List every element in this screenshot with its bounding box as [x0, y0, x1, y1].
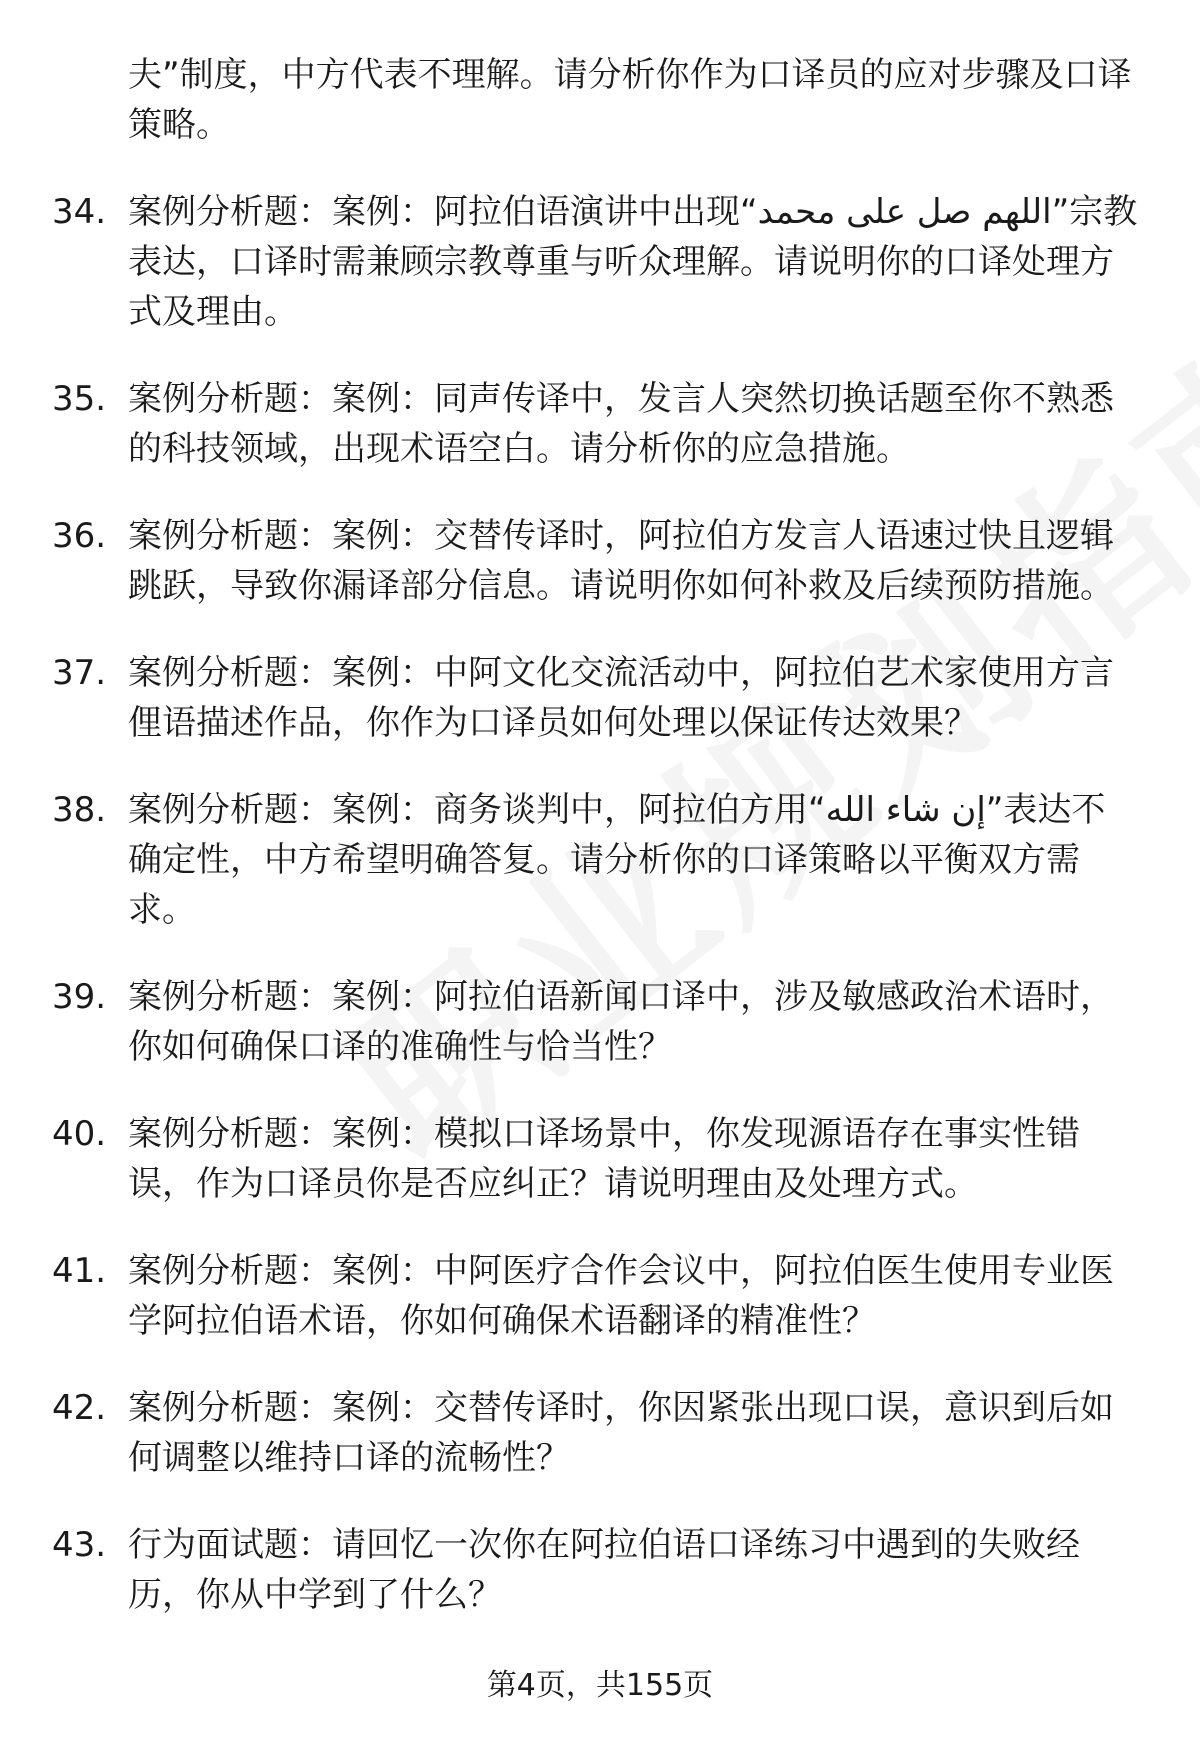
question-text: 案例分析题：案例：阿拉伯语演讲中出现“اللهم صل على محمد”宗教表达，口译时需兼顾宗教尊重与听众理解。请说明你的口译处理方式及理由。 [128, 192, 1138, 332]
question-item [0, 1520, 1200, 1620]
question-item [0, 972, 1200, 1072]
question-text: 案例分析题：案例：中阿医疗合作会议中，阿拉伯医生使用专业医学阿拉伯语术语，你如何确保术语翻译的精准性？ [128, 1251, 1114, 1341]
question-continuation [0, 50, 1200, 150]
question-item [0, 187, 1200, 337]
question-text: 案例分析题：案例：模拟口译场景中，你发现源语存在事实性错误，作为口译员你是否应纠正？请说明理由及处理方式。 [128, 1114, 1080, 1204]
question-number: 36. [52, 516, 107, 556]
question-item [0, 785, 1200, 935]
question-text: 案例分析题：案例：阿拉伯语新闻口译中，涉及敏感政治术语时，你如何确保口译的准确性与恰当性？ [128, 977, 1114, 1067]
question-number: 35. [52, 379, 107, 419]
question-number: 37. [52, 653, 107, 693]
question-number: 39. [52, 977, 107, 1017]
question-text: 案例分析题：案例：交替传译时，你因紧张出现口误，意识到后如何调整以维持口译的流畅性？ [128, 1388, 1114, 1478]
question-item [0, 1383, 1200, 1483]
page-footer: 第4页，共155页 [486, 1668, 714, 1703]
question-text: 案例分析题：案例：中阿文化交流活动中，阿拉伯艺术家使用方言俚语描述作品，你作为口译员如何处理以保证传达效果？ [128, 653, 1114, 743]
question-list [0, 50, 1200, 1657]
question-item [0, 511, 1200, 611]
question-item [0, 374, 1200, 474]
question-number: 34. [52, 192, 107, 232]
question-item [0, 1109, 1200, 1209]
question-number: 40. [52, 1114, 107, 1154]
question-number: 43. [52, 1525, 107, 1565]
question-number: 38. [52, 790, 107, 830]
question-item [0, 648, 1200, 748]
question-text: 案例分析题：案例：同声传译中，发言人突然切换话题至你不熟悉的科技领域，出现术语空白。请分析你的应急措施。 [128, 379, 1114, 469]
question-text: 夫”制度，中方代表不理解。请分析你作为口译员的应对步骤及口译策略。 [128, 55, 1132, 145]
question-text: 案例分析题：案例：交替传译时，阿拉伯方发言人语速过快且逻辑跳跃，导致你漏译部分信息。请说明你如何补救及后续预防措施。 [128, 516, 1114, 606]
question-text: 案例分析题：案例：商务谈判中，阿拉伯方用“إن شاء الله”表达不确定性，中方希望明确答复。请分析你的口译策略以平衡双方需求。 [128, 790, 1106, 930]
question-number: 42. [52, 1388, 107, 1428]
question-number: 41. [52, 1251, 107, 1291]
question-item [0, 1246, 1200, 1346]
question-text: 行为面试题：请回忆一次你在阿拉伯语口译练习中遇到的失败经历，你从中学到了什么？ [128, 1525, 1080, 1615]
